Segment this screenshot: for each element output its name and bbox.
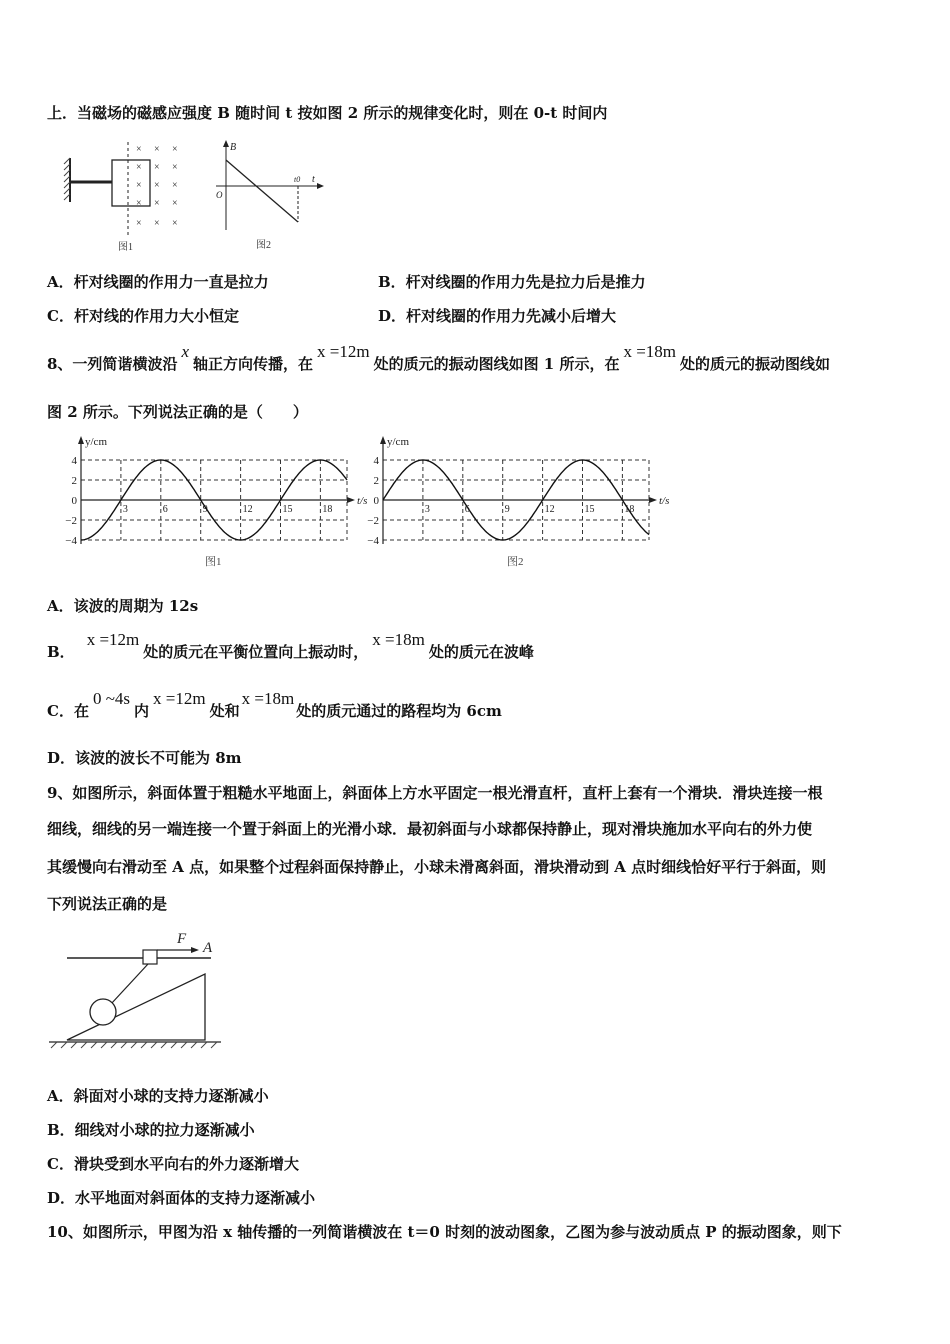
- svg-text:×: ×: [136, 180, 142, 191]
- q7-figures: [60, 138, 330, 256]
- q9-option-b: B．细线对小球的拉力逐渐减小: [47, 1121, 255, 1139]
- y-axis-label: y/cm: [85, 436, 107, 448]
- graph-caption-2: 图2: [507, 556, 524, 568]
- q7-stem-line: 上．当磁场的磁感应强度 B 随时间 t 按如图 2 所示的规律变化时，则在 0-t 时间内: [47, 104, 608, 122]
- q8-option-c-range: 0 ~4s: [92, 689, 131, 708]
- q8-option-c-x12: x =12m: [153, 689, 206, 708]
- svg-text:×: ×: [136, 162, 142, 173]
- svg-text:×: ×: [154, 218, 160, 229]
- svg-text:×: ×: [172, 144, 178, 155]
- q8-stem-line1: [47, 342, 831, 374]
- q9-ball: [90, 999, 116, 1025]
- graph-caption-1: 图1: [205, 556, 222, 568]
- t-tick-label: 18: [322, 504, 333, 515]
- q7-fig2-origin: O: [216, 190, 223, 200]
- t-tick-label: 18: [624, 504, 635, 515]
- q8-stem-line2: 图 2 所示。下列说法正确的是（ ）: [47, 403, 308, 421]
- q8-option-b-label: B．: [47, 643, 75, 661]
- q8-stem-x12: x =12m: [317, 342, 370, 361]
- q7-option-a: A．杆对线圈的作用力一直是拉力: [47, 273, 269, 291]
- q8-stem-x: x: [181, 342, 189, 361]
- q8-option-c-end: 处的质元通过的路程均为 6cm: [296, 702, 502, 720]
- q8-vibration-graphs: [55, 432, 695, 576]
- q8-option-b-mid: 处的质元在平衡位置向上振动时，: [143, 643, 369, 661]
- q7-option-b: B．杆对线圈的作用力先是拉力后是推力: [378, 273, 646, 291]
- t-tick-label: 15: [282, 504, 293, 515]
- q9-stem-line3: 其缓慢向右滑动至 A 点，如果整个过程斜面保持静止，小球未滑离斜面，滑块滑动到 A 点时细线恰好平行于斜面，则: [47, 858, 827, 876]
- q8-option-c-in: 内: [134, 702, 150, 720]
- q7-option-d: D．杆对线圈的作用力先减小后增大: [378, 307, 617, 325]
- t-tick-label: 12: [242, 504, 253, 515]
- y-tick-label: −4: [65, 535, 77, 547]
- svg-text:×: ×: [136, 144, 142, 155]
- svg-text:×: ×: [172, 180, 178, 191]
- q8-option-b-end: 处的质元在波峰: [428, 643, 534, 661]
- q9-force-label: F: [177, 931, 187, 947]
- t-tick-label: 9: [504, 504, 510, 515]
- q7-fig1-caption: 图1: [118, 242, 133, 253]
- q8-option-c-label: C．在: [47, 702, 89, 720]
- t-tick-label: 15: [584, 504, 595, 515]
- svg-text:×: ×: [154, 144, 160, 155]
- svg-text:×: ×: [172, 162, 178, 173]
- y-axis-label: y/cm: [387, 436, 409, 448]
- y-tick-label: −2: [65, 515, 77, 527]
- q7-fig2-caption: 图2: [256, 240, 271, 251]
- q8-option-c-x18: x =18m: [241, 689, 295, 708]
- y-tick-label: 2: [71, 475, 77, 487]
- t-axis-label: t/s: [659, 495, 670, 507]
- y-tick-label: −4: [367, 535, 379, 547]
- y-axis-arrow: [380, 436, 386, 444]
- q7-fig2-t0: t0: [294, 175, 301, 184]
- svg-text:×: ×: [136, 198, 142, 209]
- y-tick-label: −2: [367, 515, 379, 527]
- q9-stem-line1: 9、如图所示，斜面体置于粗糙水平地面上，斜面体上方水平固定一根光滑直杆，直杆上套有一个滑块．滑块连接一根: [47, 784, 823, 802]
- y-tick-label: 0: [71, 495, 77, 507]
- svg-text:×: ×: [154, 180, 160, 191]
- q8-stem-part-b: 轴正方向传播，在: [193, 355, 314, 373]
- q9-incline: [67, 974, 205, 1040]
- q7-fig2-axis-b: B: [230, 142, 237, 153]
- q8-option-b-x12: x =12m: [86, 630, 140, 649]
- t-tick-label: 3: [424, 504, 430, 515]
- t-axis-arrow: [649, 497, 657, 503]
- q9-stem-line4: 下列说法正确的是: [47, 895, 168, 913]
- t-tick-label: 9: [202, 504, 208, 515]
- t-axis-arrow: [347, 497, 355, 503]
- t-tick-label: 12: [544, 504, 555, 515]
- q10-stem-line1: 10、如图所示，甲图为沿 x 轴传播的一列简谐横波在 t＝0 时刻的波动图象，乙图为参与波动质点 P 的振动图象，则下: [47, 1223, 842, 1241]
- q9-stem-line2: 细线，细线的另一端连接一个置于斜面上的光滑小球．最初斜面与小球都保持静止，现对滑块施加水平向右的外力使: [47, 820, 813, 838]
- q9-option-a: A．斜面对小球的支持力逐渐减小: [47, 1087, 269, 1105]
- q8-option-b: [47, 630, 534, 662]
- q8-option-d: D．该波的波长不可能为 8m: [47, 749, 242, 767]
- svg-text:×: ×: [136, 218, 142, 229]
- y-tick-label: 2: [373, 475, 379, 487]
- q7-fig1: [64, 142, 178, 253]
- t-axis-label: t/s: [357, 495, 368, 507]
- svg-text:×: ×: [154, 198, 160, 209]
- svg-text:×: ×: [172, 218, 178, 229]
- q9-point-a-label: A: [203, 940, 213, 956]
- q8-option-b-x18: x =18m: [372, 630, 425, 649]
- y-axis-arrow: [78, 436, 84, 444]
- y-tick-label: 0: [373, 495, 379, 507]
- q7-option-c: C．杆对线的作用力大小恒定: [47, 307, 239, 325]
- q8-option-c: [47, 689, 502, 721]
- y-tick-label: 4: [373, 455, 379, 467]
- q9-slider: [143, 950, 157, 964]
- q8-option-c-and: 处和: [209, 702, 240, 720]
- q8-option-a: A．该波的周期为 12s: [47, 597, 199, 615]
- q9-figure: [45, 926, 225, 1054]
- t-tick-label: 6: [162, 504, 168, 515]
- q8-stem-x18: x =18m: [623, 342, 677, 361]
- q8-stem-part-a: 8、一列简谐横波沿: [47, 355, 178, 373]
- t-tick-label: 3: [122, 504, 128, 515]
- svg-text:×: ×: [154, 162, 160, 173]
- q9-option-c: C．滑块受到水平向右的外力逐渐增大: [47, 1155, 299, 1173]
- q7-fig2: [216, 140, 324, 251]
- svg-text:×: ×: [172, 198, 178, 209]
- t-tick-label: 6: [464, 504, 470, 515]
- q8-stem-part-d: 处的质元的振动图线如: [680, 355, 831, 373]
- y-tick-label: 4: [71, 455, 77, 467]
- q8-stem-part-c: 处的质元的振动图线如图 1 所示，在: [373, 355, 620, 373]
- q9-option-d: D．水平地面对斜面体的支持力逐渐减小: [47, 1189, 316, 1207]
- q7-fig2-axis-t: t: [312, 174, 315, 185]
